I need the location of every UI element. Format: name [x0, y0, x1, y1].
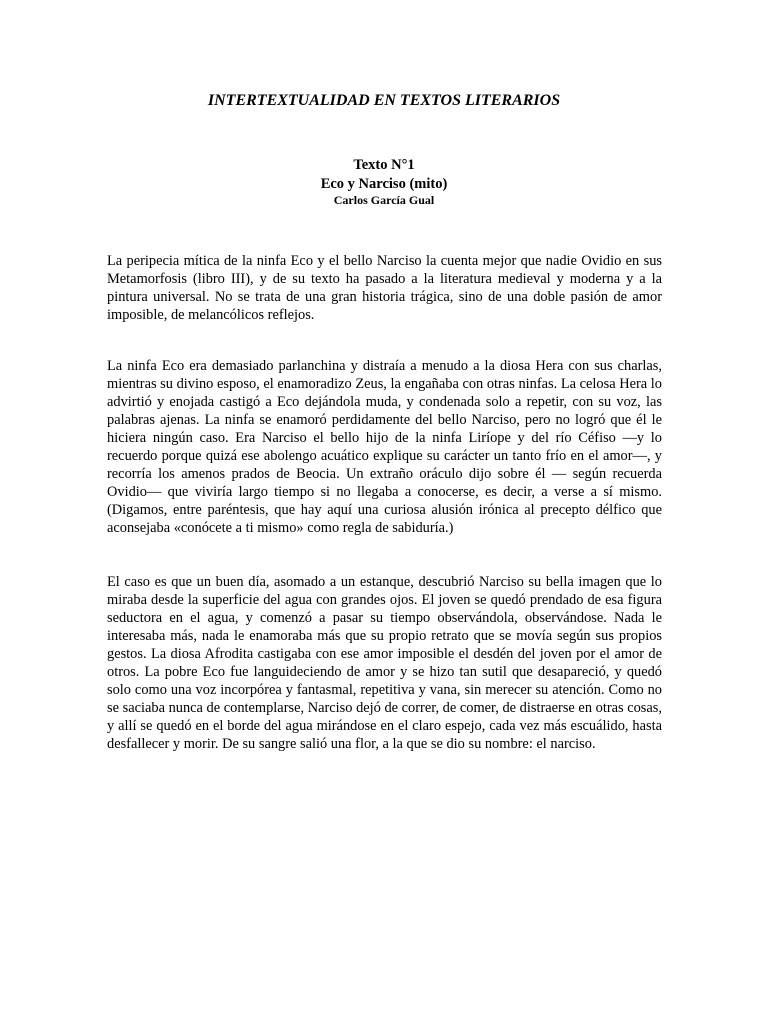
text-number-heading: Texto N°1	[353, 157, 415, 173]
text-subtitle: Eco y Narciso (mito)	[320, 176, 448, 192]
paragraph-eco: La ninfa Eco era demasiado parlanchina y distraía a menudo a la diosa Hera con sus charlas, mientras su divino esposo, el enamoradizo Zeus, la engañaba con otras ninfas. La celosa Hera lo advirtió y enojada castigó a Eco dejándola muda, y condenada solo a repetir, con su voz, las palabras ajenas. La ninfa se enamoró perdidamente del bello Narciso, pero no logró que él le hiciera ningún caso. Era Narciso el bello hijo de la ninfa Liríope y del río Céfiso —y lo recuerdo porque quizá ese abolengo acuático explique su carácter un tanto frío en el amor—, y recorría los amenos prados de Beocia. Un extraño oráculo dijo sobre él — según recuerda Ovidio— que viviría largo tiempo si no llegaba a conocerse, es decir, a verse a sí mismo. (Digamos, entre paréntesis, que hay aquí una curiosa alusión irónica al precepto délfico que aconsejaba «conócete a ti mismo» como regla de sabiduría.)	[107, 358, 662, 536]
paragraph-narciso: El caso es que un buen día, asomado a un estanque, descubrió Narciso su bella imagen que lo miraba desde la superficie del agua con grandes ojos. El joven se quedó prendado de esa figura seductora en el agua, y comenzó a pasar su tiempo observándola, observándose. Nada le interesaba más, nada le enamoraba más que su propio retrato que se movía según sus propios gestos. La diosa Afrodita castigaba con ese amor imposible el desdén del joven por el amor de otros. La pobre Eco fue languideciendo de amor y se hizo tan sutil que desapareció, y quedó solo como una voz incorpórea y fantasmal, repetitiva y vana, sin merecer su atención. Como no se saciaba nunca de contemplarse, Narciso dejó de correr, de comer, de distraerse en otras cosas, y allí se quedó en el borde del agua mirándose en el claro espejo, cada vez más escuálido, hasta desfallecer y morir. De su sangre salió una flor, a la que se dio su nombre: el narciso.	[107, 574, 662, 752]
text-author: Carlos García Gual	[333, 193, 435, 207]
paragraph-intro: La peripecia mítica de la ninfa Eco y el bello Narciso la cuenta mejor que nadie Ovidio en sus Metamorfosis (libro III), y de su texto ha pasado a la literatura medieval y moderna y a la pintura universal. No se trata de una gran historia trágica, sino de una doble pasión de amor imposible, de melancólicos reflejos.	[107, 253, 662, 323]
document-title: INTERTEXTUALIDAD EN TEXTOS LITERARIOS	[207, 92, 561, 109]
